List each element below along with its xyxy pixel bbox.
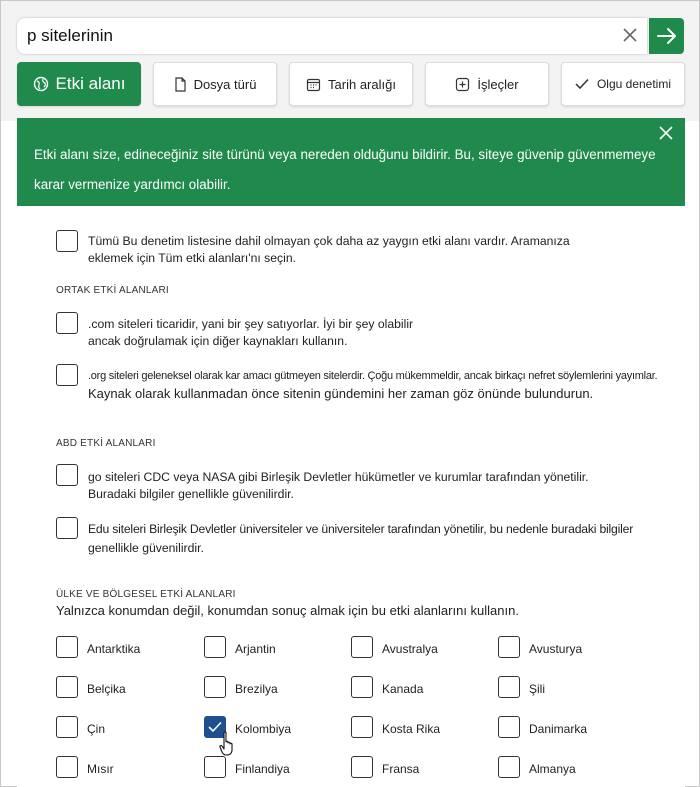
plus-square-icon bbox=[455, 77, 470, 92]
filter-file-type-label: Dosya türü bbox=[193, 76, 257, 92]
close-banner-button[interactable] bbox=[657, 124, 675, 142]
country-checkbox-argentina[interactable] bbox=[204, 636, 226, 658]
filter-fact-check-label: Olgu denetimi bbox=[596, 77, 672, 91]
country-checkbox-antarctica[interactable] bbox=[56, 636, 78, 658]
filter-date-range-label: Tarih aralığı bbox=[328, 76, 396, 92]
country-label: Antarktika bbox=[87, 642, 141, 656]
country-checkbox-canada[interactable] bbox=[351, 676, 373, 698]
search-submit-button[interactable] bbox=[649, 18, 684, 54]
country-checkbox-france[interactable] bbox=[351, 756, 373, 778]
gov-domain-text-line1: go siteleri CDC veya NASA gibi Birleşik Devletler hükümetler ve kurumlar tarafından yönetilir. bbox=[88, 470, 589, 484]
country-label: Belçika bbox=[87, 682, 126, 696]
search-box bbox=[17, 18, 647, 54]
country-label: Avustralya bbox=[382, 642, 438, 656]
edu-domain-text-line1: Edu siteleri Birleşik Devletler üniversiteler ve üniversiteler tarafından yönetilir, bu nedenle buradaki bilgiler bbox=[88, 522, 634, 536]
all-domains-text-line1: Tümü Bu denetim listesine dahil olmayan çok daha az yaygın etki alanı vardır. Aramanıza bbox=[88, 234, 570, 248]
us-domains-heading: ABD ETKİ ALANLARI bbox=[56, 438, 156, 449]
filter-fact-check-button[interactable] bbox=[561, 62, 685, 106]
filter-file-type-button[interactable] bbox=[153, 62, 277, 106]
banner-text: Etki alanı size, edineceğiniz site türünü veya nereden olduğunu bildirir. Bu, siteye güvenip güvenmemeye karar vermenize yardımcı olabilir. bbox=[34, 147, 656, 192]
com-domain-text-line2: ancak doğrulamak için diğer kaynakları kullanın. bbox=[88, 334, 348, 348]
country-label: Almanya bbox=[529, 762, 576, 776]
filter-operators-button[interactable] bbox=[425, 62, 549, 106]
filter-domain-label: Etki alanı bbox=[55, 74, 126, 93]
filter-date-range-button[interactable] bbox=[289, 62, 413, 106]
common-domains-heading: ORTAK ETKİ ALANLARI bbox=[56, 285, 169, 296]
country-checkbox-chile[interactable] bbox=[498, 676, 520, 698]
org-domain-text-line2: Kaynak olarak kullanmadan önce sitenin gündemini her zaman göz önünde bulundurun. bbox=[88, 386, 594, 401]
regional-domains-heading: ÜLKE VE BÖLGESEL ETKİ ALANLARI bbox=[56, 589, 236, 600]
clear-search-button[interactable] bbox=[621, 26, 641, 46]
all-domains-checkbox[interactable] bbox=[56, 230, 78, 252]
country-checkbox-australia[interactable] bbox=[351, 636, 373, 658]
country-label: Çin bbox=[87, 722, 106, 736]
domain-info-banner bbox=[17, 118, 685, 206]
file-icon bbox=[174, 77, 187, 92]
search-input[interactable] bbox=[27, 22, 607, 50]
all-domains-text-line2: eklemek için Tüm etki alanları'nı seçin. bbox=[88, 251, 297, 265]
globe-icon bbox=[33, 76, 49, 92]
gov-domain-checkbox[interactable] bbox=[56, 464, 78, 486]
country-label: Danimarka bbox=[529, 722, 588, 736]
country-checkbox-belgium[interactable] bbox=[56, 676, 78, 698]
country-checkbox-denmark[interactable] bbox=[498, 716, 520, 738]
com-domain-checkbox[interactable] bbox=[56, 312, 78, 334]
close-icon bbox=[621, 26, 641, 46]
regional-domains-description: Yalnızca konumdan değil, konumdan sonuç almak için bu etki alanlarını kullanın. bbox=[56, 603, 519, 618]
country-checkbox-brazil[interactable] bbox=[204, 676, 226, 698]
country-label: Finlandiya bbox=[235, 762, 290, 776]
edu-domain-text-line2: genellikle güvenilirdir. bbox=[88, 541, 204, 555]
country-checkbox-egypt[interactable] bbox=[56, 756, 78, 778]
country-checkbox-finland[interactable] bbox=[204, 756, 226, 778]
country-label: Kanada bbox=[382, 682, 424, 696]
calendar-icon bbox=[306, 77, 321, 92]
country-checkbox-germany[interactable] bbox=[498, 756, 520, 778]
arrow-right-icon bbox=[656, 25, 678, 47]
org-domain-checkbox[interactable] bbox=[56, 364, 78, 386]
country-checkbox-costa-rica[interactable] bbox=[351, 716, 373, 738]
country-label: Şili bbox=[529, 682, 546, 696]
filter-operators-label: İşleçler bbox=[477, 76, 519, 92]
country-checkbox-austria[interactable] bbox=[498, 636, 520, 658]
checkmark-icon bbox=[575, 78, 589, 90]
edu-domain-checkbox[interactable] bbox=[56, 517, 78, 539]
filter-domain-button[interactable] bbox=[17, 62, 141, 106]
country-label: Kosta Rika bbox=[382, 722, 441, 736]
country-checkbox-china[interactable] bbox=[56, 716, 78, 738]
gov-domain-text-line2: Buradaki bilgiler genellikle güvenilirdir. bbox=[88, 487, 294, 501]
com-domain-text-line1: .com siteleri ticaridir, yani bir şey satıyorlar. İyi bir şey olabilir bbox=[88, 317, 414, 331]
country-label: Fransa bbox=[382, 762, 420, 776]
hand-pointer-cursor-icon bbox=[219, 731, 237, 757]
close-icon bbox=[657, 124, 675, 142]
country-label: Mısır bbox=[87, 762, 114, 776]
org-domain-text-line1: .org siteleri geleneksel olarak kar amacı gütmeyen sitelerdir. Çoğu mükemmeldir, ancak birkaçı nefret söylemlerini yayımlar. bbox=[88, 370, 658, 382]
country-label: Arjantin bbox=[235, 642, 276, 656]
country-label: Avusturya bbox=[529, 642, 583, 656]
country-label: Brezilya bbox=[235, 682, 278, 696]
country-label: Kolombiya bbox=[235, 722, 292, 736]
